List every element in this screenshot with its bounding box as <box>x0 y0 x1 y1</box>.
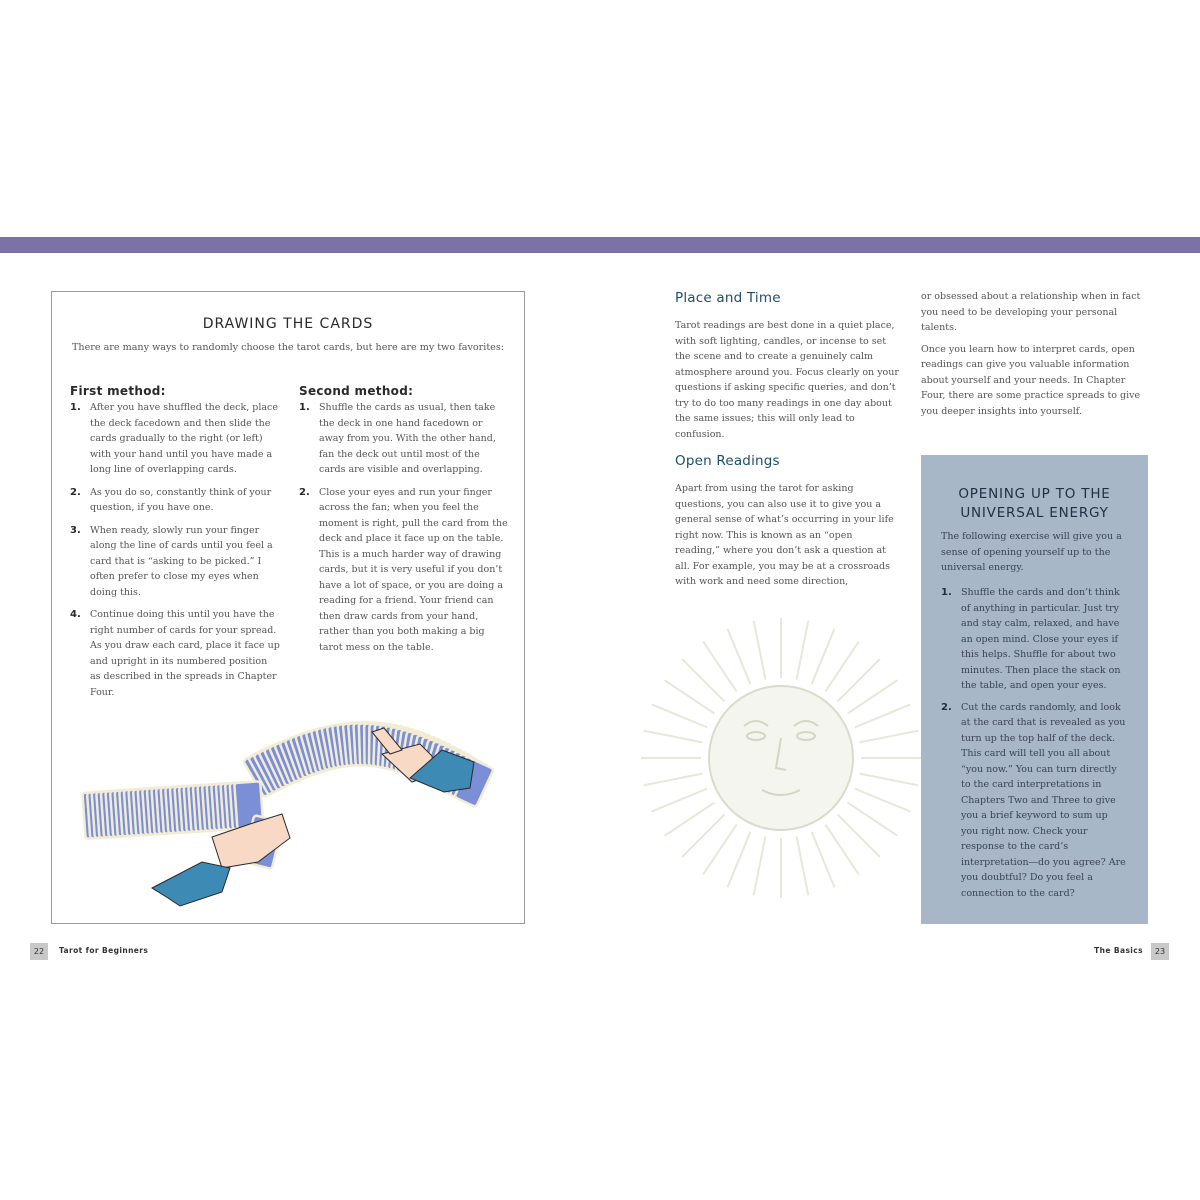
exercise-title <box>921 485 1148 523</box>
step-text: Shuffle the cards as usual, then take the deck in one hand facedown or away from you. With the other hand, fan the deck out until most of the cards are visible and overlapping. <box>319 402 496 475</box>
second-method-heading: Second method: <box>299 384 414 398</box>
list-item <box>70 523 280 601</box>
list-item <box>70 607 280 700</box>
list-item <box>299 400 509 478</box>
sun-face-icon <box>709 686 853 830</box>
running-title-left: Tarot for Beginners <box>59 946 149 955</box>
first-method-heading: First method: <box>70 384 166 398</box>
sun-ray <box>812 832 835 887</box>
sun-ray <box>727 629 750 684</box>
sun-ray <box>855 789 910 812</box>
exercise-title-line-1: OPENING UP TO THE <box>958 486 1111 502</box>
sun-ray <box>797 621 809 680</box>
sun-ray <box>652 789 707 812</box>
sun-ray <box>727 832 750 887</box>
drawing-the-cards-sidebar <box>51 291 525 924</box>
sun-ray <box>754 836 766 895</box>
sidebar-intro: There are many ways to randomly choose the tarot cards, but here are my two favorites: <box>72 342 505 353</box>
step-number: 2. <box>941 701 952 713</box>
page-number-left: 22 <box>30 943 48 960</box>
second-method-steps <box>299 400 509 655</box>
exercise-intro: The following exercise will give you a sense of opening yourself up to the universal energy. <box>941 531 1122 573</box>
step-text: Continue doing this until you have the right number of cards for your spread. As you draw each card, place it face up and upright in its numbered position as described in the spreads in Chapter Four. <box>90 609 280 698</box>
place-and-time-heading: Place and Time <box>675 290 781 306</box>
step-number: 2. <box>70 486 81 498</box>
step-number: 1. <box>299 402 310 413</box>
step-text: Close your eyes and run your finger across the fan; when you feel the moment is right, pull the card from the deck and place it face up on the table. This is a much harder way of drawing cards, but it is very useful if you don’t have a lot of space, or you are doing a reading for a friend. Your friend can then draw cards from your hand, rather than you both making a big tarot mess on the table. <box>319 486 508 653</box>
step-number: 3. <box>70 524 81 536</box>
page-number-right: 23 <box>1151 943 1169 960</box>
open-readings-text <box>675 481 895 596</box>
list-item <box>70 485 280 516</box>
list-item <box>941 700 1126 902</box>
step-text: As you do so, constantly think of your question, if you have one. <box>90 486 272 513</box>
step-number: 1. <box>941 587 952 598</box>
paragraph: or obsessed about a relationship when in fact you need to be developing your personal talents. <box>921 291 1141 333</box>
sun-ray <box>644 731 703 743</box>
sidebar-title: DRAWING THE CARDS <box>202 316 374 332</box>
paragraph: Apart from using the tarot for asking questions, you can also use it to give you a general sense of what’s occurring in your life right now. This is known as an “open reading,” where you don’t ask a question at all. For example, you may be at a crossroads with work and need some direction, <box>675 483 894 587</box>
sun-ray <box>644 774 703 786</box>
step-number: 2. <box>299 486 310 498</box>
sun-ray <box>754 621 766 680</box>
sun-face-illustration <box>636 598 926 918</box>
exercise-steps <box>941 585 1126 907</box>
sun-ray <box>812 629 835 684</box>
universal-energy-exercise <box>921 455 1148 924</box>
sun-ray <box>797 836 809 895</box>
exercise-title-line-2: UNIVERSAL ENERGY <box>960 505 1109 521</box>
list-item <box>70 400 280 478</box>
first-method-steps <box>70 400 280 700</box>
card-spread-illustration <box>72 692 512 912</box>
open-readings-heading: Open Readings <box>675 453 780 469</box>
top-color-band <box>0 237 1200 253</box>
sun-ray <box>859 731 918 743</box>
sun-ray <box>855 704 910 727</box>
step-text: When ready, slowly run your finger along the line of cards until you feel a card that is “asking to be picked.” I often prefer to close my eyes when doing this. <box>90 524 273 598</box>
step-number: 4. <box>70 609 81 620</box>
step-text: After you have shuffled the deck, place the deck facedown and then slide the cards gradually to the right (or left) with your hand until you have made a long line of overlapping cards. <box>90 402 278 475</box>
step-text: Shuffle the cards and don’t think of anything in particular. Just try and stay calm, relaxed, and have an open mind. Close your eyes if this helps. Shuffle for about two minutes. Then place the stack on the table, and open your eyes. <box>961 587 1121 691</box>
list-item <box>299 485 509 656</box>
sun-ray <box>859 774 918 786</box>
first-method <box>70 384 280 707</box>
second-method <box>299 384 509 662</box>
list-item <box>941 585 1126 694</box>
running-title-right: The Basics <box>1094 946 1143 955</box>
sun-ray <box>652 704 707 727</box>
right-column-text <box>921 289 1149 425</box>
paragraph: Tarot readings are best done in a quiet place, with soft lighting, candles, or incense to set the scene and to create a genuinely calm atmosphere around you. Focus clearly on your questions if asking specific queries, and don’t try to do too many readings in one day about the same issues; this will only lead to confusion. <box>675 320 899 440</box>
step-text: Cut the cards randomly, and look at the card that is revealed as you turn up the top half of the deck. This card will tell you all about “you now.” You can turn directly to the card interpretations in Chapters Two and Three to give you a brief keyword to sum up you right now. Check your response to the card’s interpretation—do you agree? Are you doubtful? Do you feel a connection to the card? <box>961 701 1126 899</box>
step-number: 1. <box>70 402 81 413</box>
place-and-time-text <box>675 318 903 448</box>
paragraph: Once you learn how to interpret cards, open readings can give you valuable information about yourself and your needs. In Chapter Four, there are some practice spreads to give you deeper insights into yourself. <box>921 343 1141 417</box>
